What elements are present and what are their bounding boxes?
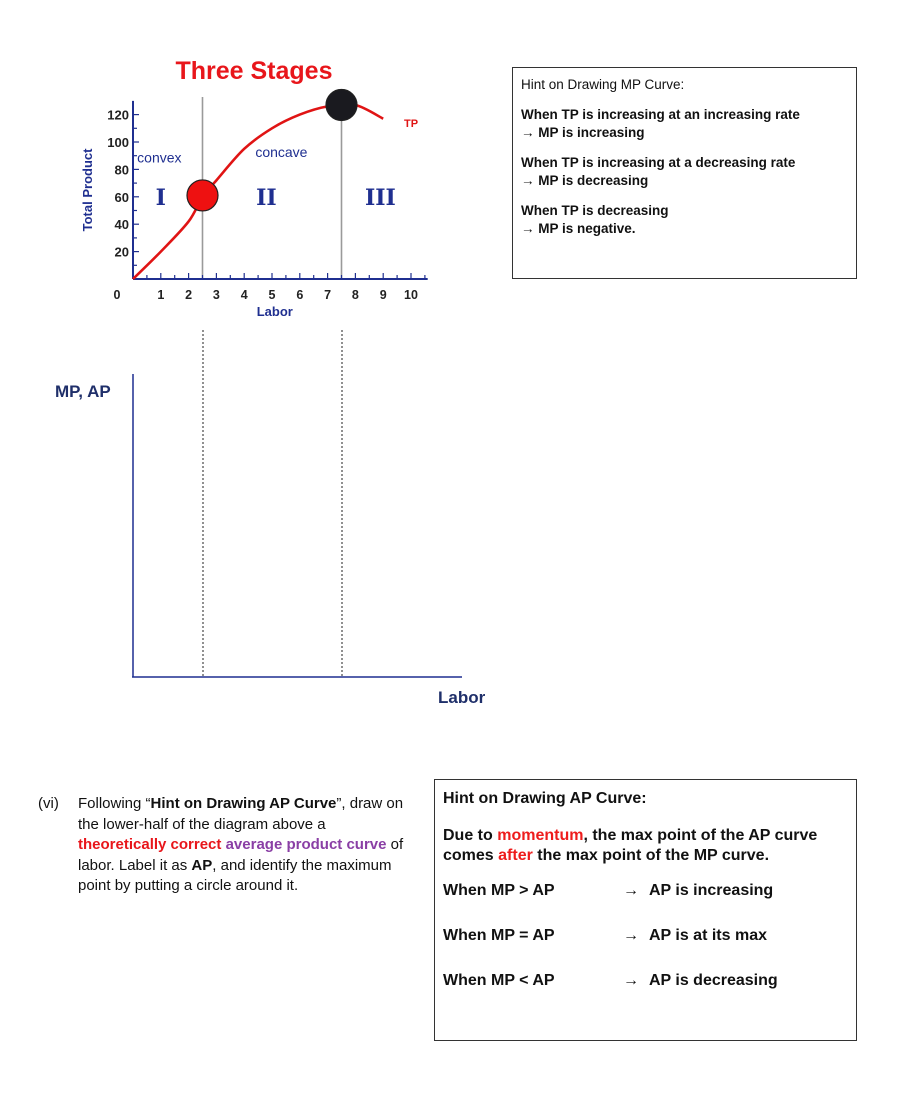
text-run: , the max point of the AP curve comes xyxy=(443,827,818,864)
y-tick-label: 40 xyxy=(114,217,129,233)
y-tick-label: 120 xyxy=(107,107,129,123)
lower-x-label: Labor xyxy=(438,688,486,707)
rule-line: When TP is decreasing xyxy=(521,203,669,218)
x-tick-label: 4 xyxy=(240,288,248,302)
tp-plot xyxy=(80,90,428,319)
rule-line: When TP is increasing at an increasing rate xyxy=(521,107,800,122)
row-condition: When MP > AP xyxy=(443,882,555,899)
stage-label-3: III xyxy=(364,185,396,212)
arrow-icon: → xyxy=(623,882,639,899)
text-run: ”, draw on the lower-half of the diagram above a xyxy=(78,795,404,833)
rule-line: When TP is increasing at a decreasing rate xyxy=(521,155,796,170)
hint-ap-row xyxy=(443,882,848,927)
hint-ap-title: Hint on Drawing AP Curve: xyxy=(443,790,647,807)
x-tick-label: 5 xyxy=(268,288,276,302)
text-run-red: momentum xyxy=(497,827,584,844)
text-run: of labor. Label it as xyxy=(78,836,404,874)
question-number: (vi) xyxy=(38,795,59,812)
row-result: AP is increasing xyxy=(649,882,774,899)
stage-label-2: II xyxy=(256,185,277,212)
text-run: Due to xyxy=(443,827,498,844)
text-run: Following “ xyxy=(78,795,151,812)
question-vi xyxy=(38,794,408,897)
hint-mp-title: Hint on Drawing MP Curve: xyxy=(521,77,685,92)
hint-ap-paragraph xyxy=(443,826,848,866)
hint-ap-row xyxy=(443,927,848,972)
y-axis-label: Total Product xyxy=(80,148,95,232)
y-tick-label: 20 xyxy=(114,244,129,260)
x-tick-label: 8 xyxy=(351,288,359,302)
text-run-purple: average product curve xyxy=(225,836,387,853)
inflection-point-marker xyxy=(187,180,218,211)
hint-ap-box xyxy=(434,779,857,1041)
rule-result: → MP is negative. xyxy=(521,221,636,236)
hint-mp-rule xyxy=(521,202,848,238)
convex-label: convex xyxy=(137,149,182,166)
rule-result: → MP is increasing xyxy=(521,125,645,140)
max-tp-marker xyxy=(326,90,357,121)
x-tick-label: 6 xyxy=(296,288,304,302)
hint-ap-row xyxy=(443,972,848,1017)
row-result: AP is at its max xyxy=(649,927,767,944)
x-tick-label: 0 xyxy=(113,288,121,302)
row-result: AP is decreasing xyxy=(649,972,778,989)
text-run-bold: AP xyxy=(191,856,213,874)
y-tick-label: 100 xyxy=(107,135,129,150)
text-run-red: after xyxy=(498,847,533,864)
arrow-icon: → xyxy=(623,972,639,989)
text-run-red: theoretically correct xyxy=(78,836,222,853)
row-condition: When MP < AP xyxy=(443,972,555,989)
text-run-bold: Hint on Drawing AP Curve xyxy=(150,795,337,812)
x-axis-label: Labor xyxy=(256,304,293,319)
hint-mp-rule xyxy=(521,154,848,190)
y-tick-label: 80 xyxy=(114,162,129,178)
x-tick-label: 9 xyxy=(379,288,387,302)
x-tick-label: 1 xyxy=(157,288,165,302)
x-tick-label: 10 xyxy=(404,288,418,302)
x-tick-label: 7 xyxy=(324,288,332,302)
hint-mp-box xyxy=(512,67,857,279)
stage-label-1: I xyxy=(155,185,166,212)
concave-label: concave xyxy=(255,144,308,161)
question-text xyxy=(78,794,408,897)
lower-y-label: MP, AP xyxy=(55,382,111,401)
y-tick-label: 60 xyxy=(114,189,129,205)
text-run: , and identify the maximum point by putting a circle around it. xyxy=(78,856,392,894)
chart-title: Three Stages xyxy=(175,57,333,85)
tp-series-label: TP xyxy=(403,117,419,130)
rule-result: → MP is decreasing xyxy=(521,173,649,188)
row-condition: When MP = AP xyxy=(443,927,555,944)
x-tick-label: 3 xyxy=(212,288,220,302)
hint-mp-rule xyxy=(521,106,848,142)
arrow-icon: → xyxy=(623,927,639,944)
text-run: the max point of the MP curve. xyxy=(532,847,770,864)
x-tick-label: 2 xyxy=(185,288,193,302)
